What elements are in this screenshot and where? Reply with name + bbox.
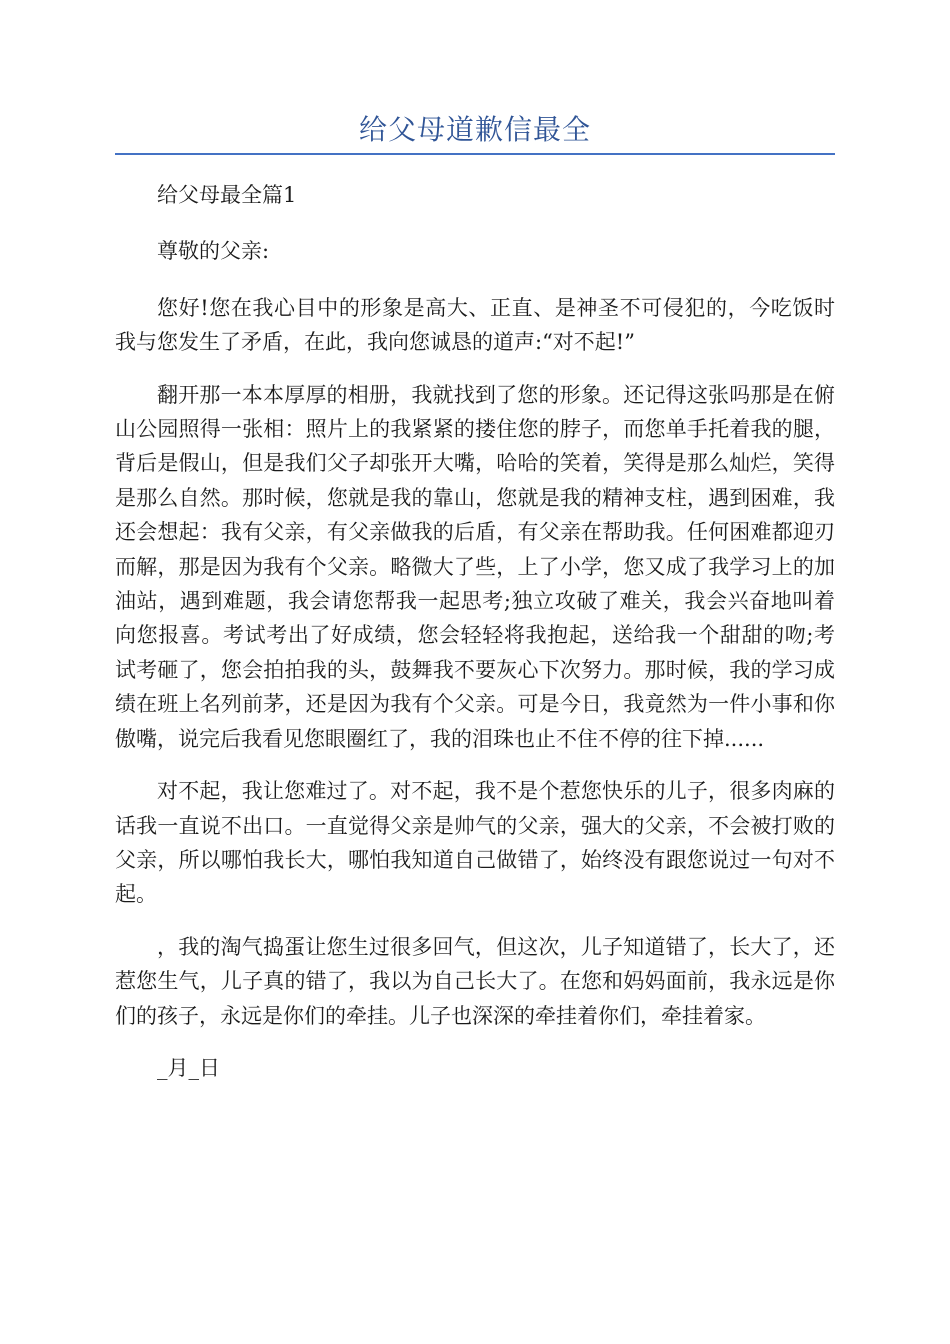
body-paragraph: 翻开那一本本厚厚的相册，我就找到了您的形象。还记得这张吗那是在俯山公园照得一张相：照片上的我紧紧的搂住您的脖子，而您单手托着我的腿，背后是假山，但是我们父子却张开大嘴，哈哈的笑着，笑得是那么灿烂，笑得是那么自然。那时候，您就是我的靠山，您就是我的精神支柱，遇到困难，我还会想起：我有父亲，有父亲做我的后盾，有父亲在帮助我。任何困难都迎刃而解，那是因为我有个父亲。略微大了些，上了小学，您又成了我学习上的加油站，遇到难题，我会请您帮我一起思考;独立攻破了难关，我会兴奋地叫着向您报喜。考试考出了好成绩，您会轻轻将我抱起，送给我一个甜甜的吻;考试考砸了，您会拍拍我的头，鼓舞我不要灰心下次努力。那时候，我的学习成绩在班上名列前茅，还是因为我有个父亲。可是今日，我竟然为一件小事和你傲嘴，说完后我看见您眼圈红了，我的泪珠也止不住不停的往下掉...... bbox=[115, 382, 835, 751]
section-heading: 给父母最全篇1 bbox=[157, 183, 297, 207]
document-body bbox=[115, 178, 835, 1103]
title-underline bbox=[115, 153, 835, 155]
body-paragraph: 对不起，我让您难过了。对不起，我不是个惹您快乐的儿子，很多肉麻的话我一直说不出口。一直觉得父亲是帅气的父亲，强大的父亲，不会被打败的父亲，所以哪怕我长大，哪怕我知道自己做错了，始终没有跟您说过一句对不起。 bbox=[115, 779, 835, 907]
document-title: 给父母道歉信最全 bbox=[358, 113, 591, 146]
body-paragraph: 您好!您在我心目中的形象是高大、正直、是神圣不可侵犯的，今吃饭时我与您发生了矛盾，在此，我向您诚恳的道声:“对不起!” bbox=[115, 295, 835, 355]
salutation: 尊敬的父亲: bbox=[157, 239, 270, 264]
date-line: _月_日 bbox=[157, 1055, 220, 1080]
body-paragraph: ，我的淘气捣蛋让您生过很多回气，但这次，儿子知道错了，长大了，还惹您生气，儿子真的错了，我以为自己长大了。在您和妈妈面前，我永远是你们的孩子，永远是你们的牵挂。儿子也深深的牵挂着你们，牵挂着家。 bbox=[115, 934, 835, 1028]
